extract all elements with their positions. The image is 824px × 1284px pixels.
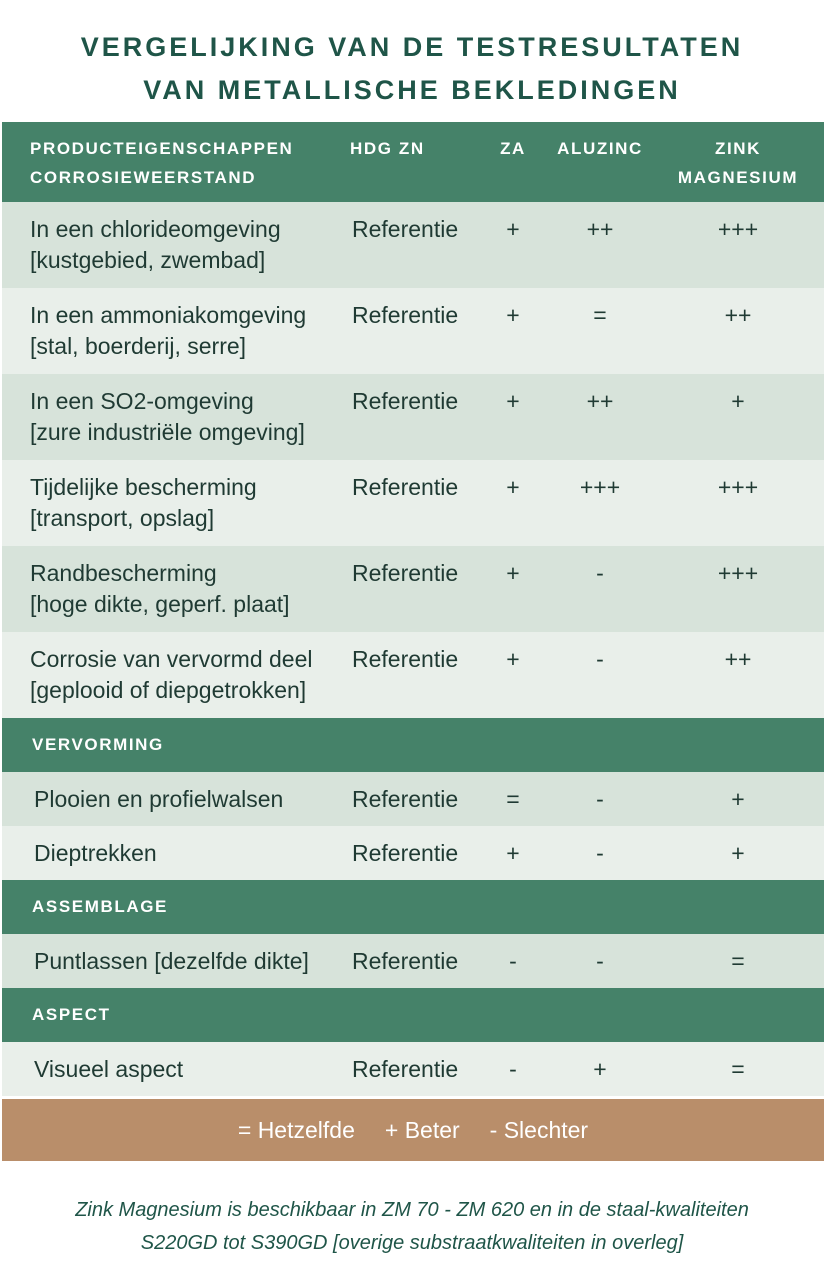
table-header	[2, 122, 824, 202]
row-label	[30, 386, 305, 448]
row-label-sub: [kustgebied, zwembad]	[30, 247, 266, 273]
row-label	[30, 300, 306, 362]
cell-aluzinc: -	[596, 560, 604, 586]
cell-za: +	[506, 560, 520, 586]
row-label	[30, 644, 313, 706]
header-hdg-zn: HDG ZN	[350, 139, 425, 158]
header-properties	[30, 134, 293, 192]
header-za: ZA	[500, 139, 526, 158]
cell-zm: +	[731, 840, 745, 866]
cell-hdg: Referentie	[352, 786, 459, 812]
cell-aluzinc: +	[593, 1056, 607, 1082]
row-label-sub: [stal, boerderij, serre]	[30, 333, 247, 359]
section-header-aspect	[2, 988, 824, 1042]
table-row	[2, 374, 824, 460]
row-label-sub: [transport, opslag]	[30, 505, 215, 531]
row-label-sub: [zure industriële omgeving]	[30, 419, 305, 445]
header-zm-line2: MAGNESIUM	[677, 168, 799, 187]
cell-za: +	[506, 388, 520, 414]
cell-za: +	[506, 646, 520, 672]
cell-zm: +++	[717, 216, 759, 242]
cell-aluzinc: -	[596, 948, 604, 974]
cell-hdg: Referentie	[352, 474, 459, 500]
table-row	[2, 1042, 824, 1096]
cell-zm: +	[731, 388, 745, 414]
cell-za: -	[509, 1056, 517, 1082]
page-title	[0, 26, 824, 112]
row-label: Puntlassen [dezelfde dikte]	[34, 948, 309, 974]
cell-zm: =	[731, 1056, 745, 1082]
title-line-2: VAN METALLISCHE BEKLEDINGEN	[143, 75, 681, 105]
section-title: ASPECT	[32, 1005, 111, 1024]
cell-za: -	[509, 948, 517, 974]
row-label: Visueel aspect	[34, 1056, 184, 1082]
row-label	[30, 472, 257, 534]
cell-zm: +	[731, 786, 745, 812]
row-label-main: In een chlorideomgeving	[30, 216, 281, 242]
cell-hdg: Referentie	[352, 216, 459, 242]
legend-bar	[2, 1099, 824, 1161]
header-zink-magnesium	[664, 134, 812, 192]
cell-hdg: Referentie	[352, 302, 459, 328]
cell-hdg: Referentie	[352, 560, 459, 586]
row-label	[30, 558, 290, 620]
cell-zm: +++	[717, 474, 759, 500]
cell-hdg: Referentie	[352, 840, 459, 866]
header-properties-line2: CORROSIEWEERSTAND	[30, 168, 257, 187]
legend-same: = Hetzelfde	[237, 1116, 355, 1143]
row-label-main: In een ammoniakomgeving	[30, 302, 307, 328]
cell-za: =	[506, 786, 520, 812]
title-line-1: VERGELIJKING VAN DE TESTRESULTATEN	[80, 32, 744, 62]
cell-aluzinc: =	[593, 302, 607, 328]
cell-hdg: Referentie	[352, 388, 459, 414]
table-row	[2, 288, 824, 374]
cell-za: +	[506, 216, 520, 242]
cell-hdg: Referentie	[352, 1056, 459, 1082]
section-header-vervorming	[2, 718, 824, 772]
cell-aluzinc: ++	[586, 216, 614, 242]
cell-aluzinc: -	[596, 646, 604, 672]
cell-za: +	[506, 474, 520, 500]
footnote-line-1: Zink Magnesium is beschikbaar in ZM 70 - ZM 620 en in de staal-kwaliteiten	[75, 1199, 749, 1221]
cell-zm: ++	[724, 302, 752, 328]
section-header-assemblage	[2, 880, 824, 934]
row-label-main: Randbescherming	[30, 560, 217, 586]
cell-za: +	[506, 840, 520, 866]
header-aluzinc: ALUZINC	[557, 139, 643, 158]
row-label: Dieptrekken	[34, 840, 157, 866]
section-title: VERVORMING	[32, 735, 164, 754]
row-label-main: Corrosie van vervormd deel	[30, 646, 313, 672]
table-row	[2, 772, 824, 826]
table-row	[2, 460, 824, 546]
row-label-main: In een SO2-omgeving	[30, 388, 254, 414]
cell-zm: +++	[717, 560, 759, 586]
cell-aluzinc: ++	[586, 388, 614, 414]
comparison-table	[2, 122, 824, 1096]
table-row	[2, 202, 824, 288]
row-label: Plooien en profielwalsen	[34, 786, 284, 812]
legend-better: + Beter	[384, 1116, 460, 1143]
cell-zm: =	[731, 948, 745, 974]
table-row	[2, 934, 824, 988]
section-title: ASSEMBLAGE	[32, 897, 168, 916]
table-row	[2, 546, 824, 632]
row-label-sub: [geplooid of diepgetrokken]	[30, 677, 307, 703]
cell-hdg: Referentie	[352, 646, 459, 672]
footnote	[0, 1194, 824, 1260]
legend-worse: - Slechter	[489, 1116, 589, 1143]
row-label-sub: [hoge dikte, geperf. plaat]	[30, 591, 290, 617]
row-label-main: Tijdelijke bescherming	[30, 474, 257, 500]
row-label	[30, 214, 281, 276]
cell-hdg: Referentie	[352, 948, 459, 974]
footnote-line-2: S220GD tot S390GD [overige substraatkwaliteiten in overleg]	[140, 1232, 684, 1254]
header-properties-line1: PRODUCTEIGENSCHAPPEN	[30, 139, 294, 158]
cell-zm: ++	[724, 646, 752, 672]
cell-aluzinc: -	[596, 840, 604, 866]
table-row	[2, 632, 824, 718]
cell-aluzinc: -	[596, 786, 604, 812]
cell-aluzinc: +++	[579, 474, 621, 500]
cell-za: +	[506, 302, 520, 328]
header-zm-line1: ZINK	[714, 139, 762, 158]
table-row	[2, 826, 824, 880]
